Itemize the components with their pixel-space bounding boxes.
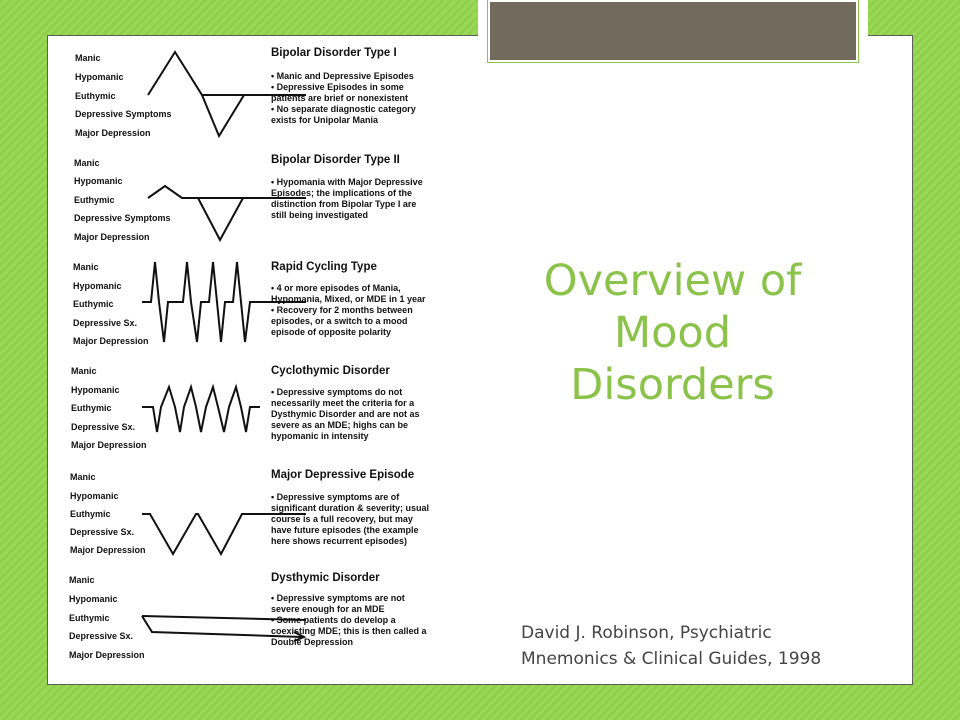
bullet-item <box>271 283 446 305</box>
level-label: Euthymic <box>69 613 110 623</box>
level-label: Depressive Symptoms <box>75 109 172 119</box>
wave-bipolar-1-depression <box>202 95 244 136</box>
bullet-item <box>271 615 446 648</box>
bullet-line: • Depressive Episodes in some <box>271 82 404 92</box>
bullet-line: severe enough for an MDE <box>271 604 385 614</box>
wave-cyclothymic <box>142 387 260 432</box>
citation-line: Mnemonics & Clinical Guides, 1998 <box>521 649 822 669</box>
bullet-line: necessarily meet the criteria for a <box>271 398 415 408</box>
level-label: Depressive Symptoms <box>74 213 171 223</box>
level-label: Major Depression <box>71 440 147 450</box>
level-label: Hypomanic <box>70 491 119 501</box>
bullet-line: here shows recurrent episodes) <box>271 536 408 546</box>
bullet-list <box>271 387 446 442</box>
level-label: Manic <box>69 575 95 585</box>
level-label: Hypomanic <box>75 72 124 82</box>
bullet-item <box>271 305 446 338</box>
bullet-line: • Depressive symptoms are not <box>271 593 405 603</box>
bullet-item <box>271 104 446 126</box>
level-label: Euthymic <box>74 195 115 205</box>
level-label: Major Depression <box>73 336 149 346</box>
bullet-line: • 4 or more episodes of Mania, <box>271 283 401 293</box>
bullet-line: • Manic and Depressive Episodes <box>271 71 414 81</box>
header-bar <box>488 0 858 62</box>
bullet-line: • Depressive symptoms are of <box>271 492 400 502</box>
slide-title <box>500 255 845 411</box>
level-label: Manic <box>70 472 96 482</box>
mood-chart-diagram <box>62 40 447 670</box>
level-label: Depressive Sx. <box>70 527 135 537</box>
level-label: Hypomanic <box>71 385 120 395</box>
bullet-line: • Depressive symptoms do not <box>271 387 403 397</box>
bullet-line: exists for Unipolar Mania <box>271 115 379 125</box>
bullet-list <box>271 492 446 547</box>
bullet-line: Dysthymic Disorder and are not as <box>271 409 420 419</box>
level-label: Hypomanic <box>73 281 122 291</box>
bullet-line: Hypomania, Mixed, or MDE in 1 year <box>271 294 426 304</box>
bullet-line: coexisting MDE; this is then called a <box>271 626 427 636</box>
bullet-line: episode of opposite polarity <box>271 327 392 337</box>
level-label: Major Depression <box>70 545 146 555</box>
bullet-list <box>271 283 446 338</box>
bullet-line: patients are brief or nonexistent <box>271 93 409 103</box>
disorder-title: Rapid Cycling Type <box>271 261 377 273</box>
bullet-line: severe as an MDE; highs can be <box>271 420 409 430</box>
bullet-item <box>271 71 446 82</box>
bullet-list <box>271 593 446 648</box>
slide-title-line: Disorders <box>570 360 775 410</box>
slide-title-line: Mood <box>613 308 731 358</box>
level-label: Major Depression <box>74 232 150 242</box>
bullet-line: course is a full recovery, but may <box>271 514 413 524</box>
bullet-line: hypomanic in intensity <box>271 431 369 441</box>
level-label: Depressive Sx. <box>73 318 138 328</box>
level-label: Manic <box>75 53 101 63</box>
bullet-item <box>271 82 446 104</box>
bullet-item <box>271 492 446 547</box>
level-label: Euthymic <box>71 403 112 413</box>
level-label: Major Depression <box>75 128 151 138</box>
bullet-line: • Hypomania with Major Depressive <box>271 177 423 187</box>
header-block <box>478 0 868 72</box>
disorder-title: Dysthymic Disorder <box>271 572 380 584</box>
level-label: Manic <box>74 158 100 168</box>
level-label: Euthymic <box>70 509 111 519</box>
disorder-title: Bipolar Disorder Type II <box>271 154 400 166</box>
bullet-line: • Some patients do develop a <box>271 615 396 625</box>
bullet-item <box>271 177 446 221</box>
disorder-title: Major Depressive Episode <box>271 469 415 481</box>
level-label: Hypomanic <box>74 176 123 186</box>
wave-bipolar-2-depression <box>198 198 243 240</box>
bullet-list <box>271 71 446 126</box>
citation-line: David J. Robinson, Psychiatric <box>521 623 772 643</box>
disorder-title: Bipolar Disorder Type I <box>271 47 397 59</box>
bullet-item <box>271 387 446 442</box>
slide-title-line: Overview of <box>543 256 802 306</box>
level-label: Depressive Sx. <box>71 422 136 432</box>
bullet-line: episodes, or a switch to a mood <box>271 316 408 326</box>
citation <box>521 620 901 672</box>
bullet-list <box>271 177 446 221</box>
bullet-line: • No separate diagnostic category <box>271 104 416 114</box>
level-label: Manic <box>73 262 99 272</box>
bullet-line: Episodes; the implications of the <box>271 188 413 198</box>
level-label: Euthymic <box>73 299 114 309</box>
bullet-line: have future episodes (the example <box>271 525 419 535</box>
level-label: Euthymic <box>75 91 116 101</box>
bullet-line: Double Depression <box>271 637 354 647</box>
bullet-line: • Recovery for 2 months between <box>271 305 413 315</box>
disorder-title: Cyclothymic Disorder <box>271 365 390 377</box>
bullet-item <box>271 593 446 615</box>
level-label: Hypomanic <box>69 594 118 604</box>
bullet-line: still being investigated <box>271 210 369 220</box>
level-label: Manic <box>71 366 97 376</box>
level-label: Depressive Sx. <box>69 631 134 641</box>
bullet-line: distinction from Bipolar Type I are <box>271 199 417 209</box>
bullet-line: significant duration & severity; usual <box>271 503 430 513</box>
level-label: Major Depression <box>69 650 145 660</box>
